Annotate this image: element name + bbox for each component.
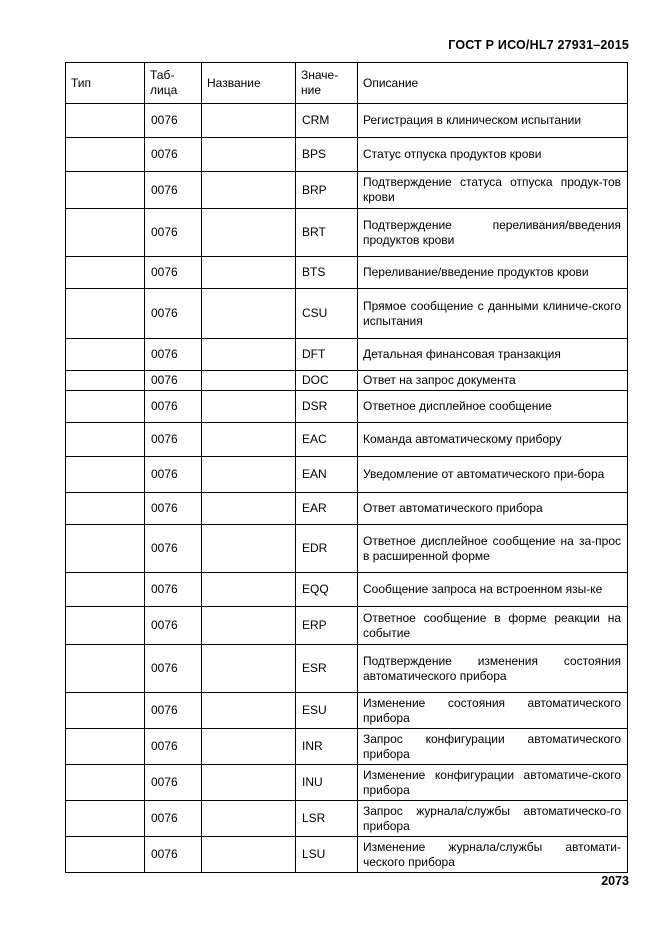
cell-name [202,801,296,837]
cell-value: BRP [296,172,358,209]
column-header-table-line1: Таб- [150,68,175,82]
cell-type [66,493,145,525]
table-body [66,104,628,873]
cell-table: 0076 [145,573,202,607]
cell-type [66,729,145,765]
cell-name [202,645,296,693]
cell-name [202,765,296,801]
cell-description: Переливание/введение продуктов крови [358,257,628,289]
cell-name [202,607,296,645]
cell-type [66,423,145,457]
cell-description: Ответ автоматического прибора [358,493,628,525]
table-row [66,693,628,729]
cell-type [66,457,145,493]
cell-value: DOC [296,371,358,391]
cell-value: LSR [296,801,358,837]
cell-name [202,525,296,573]
cell-type [66,172,145,209]
cell-name [202,172,296,209]
cell-type [66,257,145,289]
cell-value: CSU [296,289,358,339]
table-row [66,837,628,873]
cell-type [66,801,145,837]
column-header-value-line2: ние [301,83,322,97]
table-row [66,525,628,573]
column-header-table-line2: лица [150,83,178,97]
table-row [66,257,628,289]
cell-name [202,209,296,257]
cell-table: 0076 [145,172,202,209]
cell-table: 0076 [145,493,202,525]
cell-name [202,729,296,765]
cell-type [66,138,145,172]
cell-table: 0076 [145,801,202,837]
column-header-description: Описание [358,63,628,104]
cell-value: BRT [296,209,358,257]
cell-table: 0076 [145,765,202,801]
cell-type [66,391,145,423]
table-row [66,339,628,371]
column-header-value [296,63,358,104]
cell-table: 0076 [145,257,202,289]
cell-name [202,138,296,172]
cell-value: EDR [296,525,358,573]
cell-value: CRM [296,104,358,138]
cell-description: Изменение конфигурации автоматиче-ского прибора [358,765,628,801]
cell-table: 0076 [145,391,202,423]
cell-name [202,391,296,423]
cell-type [66,289,145,339]
cell-value: DSR [296,391,358,423]
cell-description: Подтверждение переливания/введения продуктов крови [358,209,628,257]
cell-description: Ответное сообщение в форме реакции на событие [358,607,628,645]
table-row [66,371,628,391]
cell-table: 0076 [145,289,202,339]
code-table [65,62,628,873]
cell-description: Прямое сообщение с данными клиниче-ского испытания [358,289,628,339]
cell-name [202,573,296,607]
table-row [66,104,628,138]
cell-table: 0076 [145,138,202,172]
table-row [66,457,628,493]
cell-name [202,339,296,371]
column-header-table [145,63,202,104]
cell-table: 0076 [145,339,202,371]
cell-table: 0076 [145,729,202,765]
cell-table: 0076 [145,693,202,729]
cell-value: EAC [296,423,358,457]
cell-type [66,645,145,693]
cell-description: Изменение состояния автоматического прибора [358,693,628,729]
cell-value: EAR [296,493,358,525]
table-row [66,607,628,645]
table-row [66,493,628,525]
cell-value: INU [296,765,358,801]
cell-description: Команда автоматическому прибору [358,423,628,457]
table-row [66,801,628,837]
cell-description: Ответное дисплейное сообщение [358,391,628,423]
cell-table: 0076 [145,607,202,645]
cell-value: ERP [296,607,358,645]
cell-type [66,837,145,873]
cell-value: ESU [296,693,358,729]
page-number: 2073 [601,874,629,888]
cell-table: 0076 [145,371,202,391]
cell-name [202,457,296,493]
cell-description: Ответ на запрос документа [358,371,628,391]
cell-type [66,765,145,801]
cell-value: BPS [296,138,358,172]
table-row [66,209,628,257]
cell-type [66,607,145,645]
cell-name [202,693,296,729]
cell-table: 0076 [145,525,202,573]
cell-description: Подтверждение изменения состояния автоматического прибора [358,645,628,693]
cell-description: Статус отпуска продуктов крови [358,138,628,172]
cell-description: Запрос журнала/службы автоматическо-го прибора [358,801,628,837]
table-row [66,172,628,209]
document-header: ГОСТ Р ИСО/HL7 27931–2015 [448,38,629,52]
cell-name [202,423,296,457]
table-row [66,391,628,423]
cell-value: BTS [296,257,358,289]
cell-name [202,371,296,391]
table-header-row [66,63,628,104]
cell-name [202,493,296,525]
table-row [66,765,628,801]
cell-table: 0076 [145,457,202,493]
cell-type [66,339,145,371]
cell-description: Уведомление от автоматического при-бора [358,457,628,493]
cell-type [66,525,145,573]
cell-type [66,371,145,391]
cell-type [66,209,145,257]
cell-description: Подтверждение статуса отпуска продук-тов крови [358,172,628,209]
cell-value: EAN [296,457,358,493]
cell-table: 0076 [145,104,202,138]
cell-value: DFT [296,339,358,371]
cell-table: 0076 [145,645,202,693]
cell-description: Регистрация в клиническом испытании [358,104,628,138]
cell-type [66,573,145,607]
cell-value: LSU [296,837,358,873]
column-header-name: Название [202,63,296,104]
column-header-value-line1: Значе- [301,68,339,82]
cell-value: EQQ [296,573,358,607]
table-row [66,138,628,172]
cell-table: 0076 [145,423,202,457]
table-row [66,423,628,457]
cell-table: 0076 [145,209,202,257]
cell-description: Изменение журнала/службы автомати-ческого прибора [358,837,628,873]
cell-description: Детальная финансовая транзакция [358,339,628,371]
cell-description: Сообщение запроса на встроенном язы-ке [358,573,628,607]
table-row [66,645,628,693]
cell-description: Ответное дисплейное сообщение на за-прос в расширенной форме [358,525,628,573]
column-header-type: Тип [66,63,145,104]
cell-value: INR [296,729,358,765]
cell-name [202,104,296,138]
cell-name [202,289,296,339]
table-row [66,573,628,607]
cell-description: Запрос конфигурации автоматического прибора [358,729,628,765]
cell-name [202,837,296,873]
cell-value: ESR [296,645,358,693]
cell-type [66,104,145,138]
table-row [66,289,628,339]
table-row [66,729,628,765]
cell-type [66,693,145,729]
cell-name [202,257,296,289]
cell-table: 0076 [145,837,202,873]
